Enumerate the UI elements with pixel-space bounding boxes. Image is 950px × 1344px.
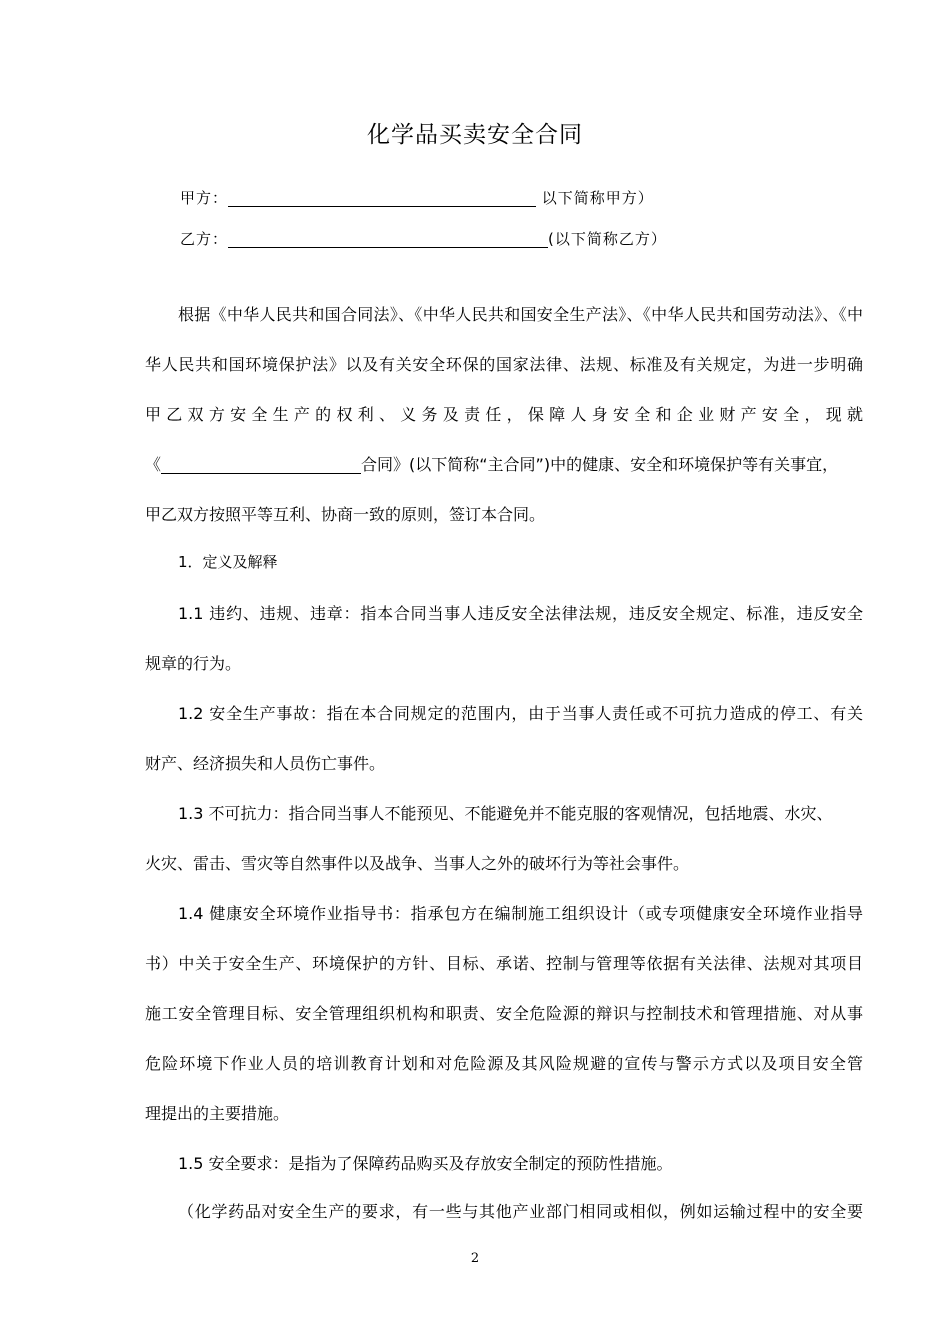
party-b-blank[interactable] (228, 231, 548, 248)
intro-line-1: 根据《中华人民共和国合同法》、《中华人民共和国安全生产法》、《中华人民共和国劳动法》、《中 (178, 305, 863, 324)
clause-1-2-line-1: 1.2 安全生产事故：指在本合同规定的范围内，由于当事人责任或不可抗力造成的停工、有关 (178, 704, 863, 723)
intro-line-4-open: 《 (145, 455, 162, 474)
clause-1-6-line-1: （化学药品对安全生产的要求，有一些与其他产业部门相同或相似，例如运输过程中的安全要 (178, 1202, 863, 1221)
intro-line-2: 华人民共和国环境保护法》以及有关安全环保的国家法律、法规、标准及有关规定，为进一步明确 (145, 355, 863, 374)
clause-1-3-line-1: 1.3 不可抗力：指合同当事人不能预见、不能避免并不能克服的客观情况，包括地震、水灾、 (178, 804, 833, 823)
clause-1-1-line-1: 1.1 违约、违规、违章：指本合同当事人违反安全法律法规，违反安全规定、标准，违反安全 (178, 604, 863, 623)
intro-line-5: 甲乙双方按照平等互利、协商一致的原则，签订本合同。 (145, 505, 546, 524)
clause-1-4-line-3: 施工安全管理目标、安全管理组织机构和职责、安全危险源的辩识与控制技术和管理措施、对从事 (145, 1004, 863, 1023)
party-a-line (180, 187, 654, 208)
contract-name-blank[interactable] (161, 457, 361, 474)
party-a-suffix: 以下简称甲方） (536, 189, 654, 207)
page-title: 化学品买卖安全合同 (367, 122, 583, 148)
intro-line-4-rest: 合同》(以下简称“主合同”)中的健康、安全和环境保护等有关事宜， (361, 455, 839, 474)
clause-1-3-line-2: 火灾、雷击、雪灾等自然事件以及战争、当事人之外的破坏行为等社会事件。 (145, 854, 690, 873)
party-b-suffix: (以下简称乙方） (548, 230, 667, 248)
page-number: 2 (470, 1251, 480, 1266)
intro-line-4 (145, 452, 863, 475)
party-b-label: 乙方： (180, 230, 229, 248)
clause-1-4-line-2: 书）中关于安全生产、环境保护的方针、目标、承诺、控制与管理等依据有关法律、法规对其项目 (145, 954, 863, 973)
clause-1-4-line-4: 危险环境下作业人员的培训教育计划和对危险源及其风险规避的宣传与警示方式以及项目安全管 (145, 1054, 863, 1073)
party-a-label: 甲方： (180, 189, 229, 207)
intro-line-3: 甲乙双方安全生产的权利、义务及责任，保障人身安全和企业财产安全，现就 (145, 405, 863, 424)
section-1-heading: 1．定义及解释 (178, 553, 278, 571)
clause-1-4-line-1: 1.4 健康安全环境作业指导书：指承包方在编制施工组织设计（或专项健康安全环境作业指导 (178, 904, 863, 923)
clause-1-5-line-1: 1.5 安全要求：是指为了保障药品购买及存放安全制定的预防性措施。 (178, 1154, 673, 1173)
party-a-blank[interactable] (228, 190, 536, 207)
clause-1-4-line-5: 理提出的主要措施。 (145, 1104, 290, 1123)
clause-1-2-line-2: 财产、经济损失和人员伤亡事件。 (145, 754, 386, 773)
party-b-line (180, 228, 667, 249)
clause-1-1-line-2: 规章的行为。 (145, 654, 242, 673)
